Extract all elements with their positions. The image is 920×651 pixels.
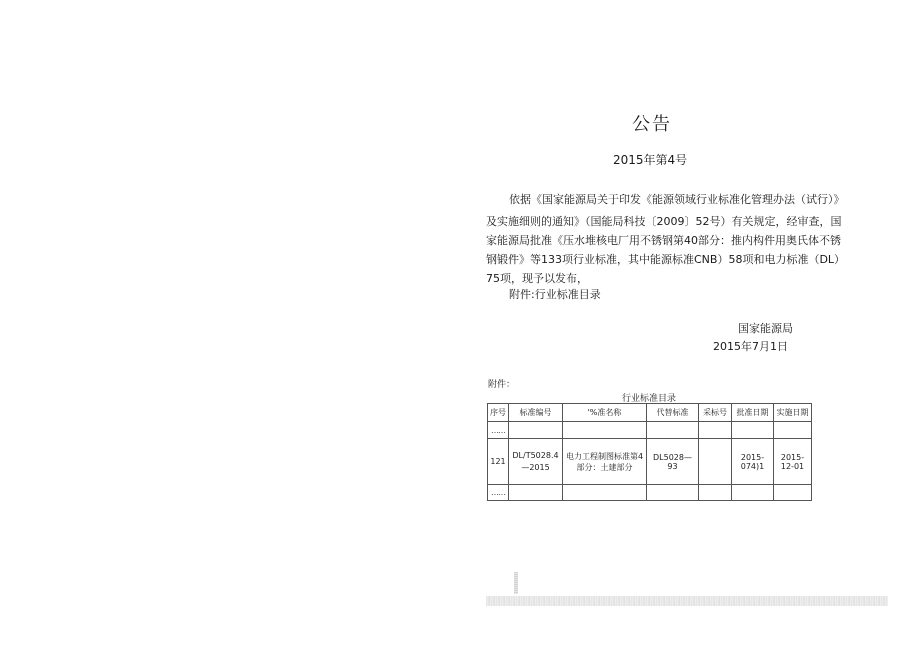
- table-header-row: [488, 404, 812, 422]
- body-line-5: 75项，现予以发布，: [486, 272, 588, 285]
- cell-seq: ……: [488, 422, 509, 439]
- appendix-label: 附件：: [488, 380, 516, 390]
- scan-artifact-mark: [514, 572, 518, 594]
- header-approved: 批准日期: [732, 404, 774, 422]
- cell-approved: 2015-074)1: [732, 439, 774, 485]
- attachment-line: 附件:行业标准目录: [509, 288, 601, 301]
- cell-replaces: [647, 485, 699, 501]
- header-seq: 序号: [488, 404, 509, 422]
- cell-effective: 2015-12-01: [774, 439, 812, 485]
- scan-artifact-strip: [486, 596, 888, 606]
- issue-date: 2015年7月1日: [713, 340, 788, 353]
- cell-name: [563, 422, 647, 439]
- cell-replaces: [647, 422, 699, 439]
- cell-seq: ……: [488, 485, 509, 501]
- cell-seq: 121: [488, 439, 509, 485]
- body-line-3: 家能源局批准《压水堆核电厂用不锈钢第40部分：推内构件用奥氏体不锈: [486, 234, 841, 247]
- table-row: [488, 422, 812, 439]
- cell-adopted: [699, 422, 732, 439]
- header-adopted: 采标号: [699, 404, 732, 422]
- cell-code: DL/T5028.4—2015: [509, 439, 563, 485]
- table-title: 行业标准目录: [622, 394, 677, 404]
- header-name: '%准名称: [563, 404, 647, 422]
- cell-adopted: [699, 485, 732, 501]
- cell-name: [563, 485, 647, 501]
- body-line-2: 及实施细则的通知》（国能局科技〔2009〕52号）有关规定，经审查，国: [486, 215, 842, 228]
- cell-code: [509, 422, 563, 439]
- body-line-4: 钢锻件》等133项行业标准，其中能源标准CNB）58项和电力标准（DL）: [486, 253, 846, 266]
- cell-adopted: [699, 439, 732, 485]
- cell-name: 电力工程制图标准第4部分：土建部分: [563, 439, 647, 485]
- table-row: [488, 439, 812, 485]
- cell-effective: [774, 485, 812, 501]
- header-replaces: 代替标准: [647, 404, 699, 422]
- cell-approved: [732, 485, 774, 501]
- issuer: 国家能源局: [738, 322, 793, 335]
- body-line-1: 依据《国家能源局关于印发《能源领域行业标准化管理办法（试行）》: [509, 193, 845, 206]
- header-code: 标准编号: [509, 404, 563, 422]
- cell-effective: [774, 422, 812, 439]
- table-row: [488, 485, 812, 501]
- cell-replaces: DL5028—93: [647, 439, 699, 485]
- cell-code: [509, 485, 563, 501]
- cell-approved: [732, 422, 774, 439]
- notice-number: 2015年第4号: [613, 153, 688, 167]
- standards-table: [487, 403, 812, 501]
- notice-title: 公告: [632, 114, 672, 135]
- header-effective: 实施日期: [774, 404, 812, 422]
